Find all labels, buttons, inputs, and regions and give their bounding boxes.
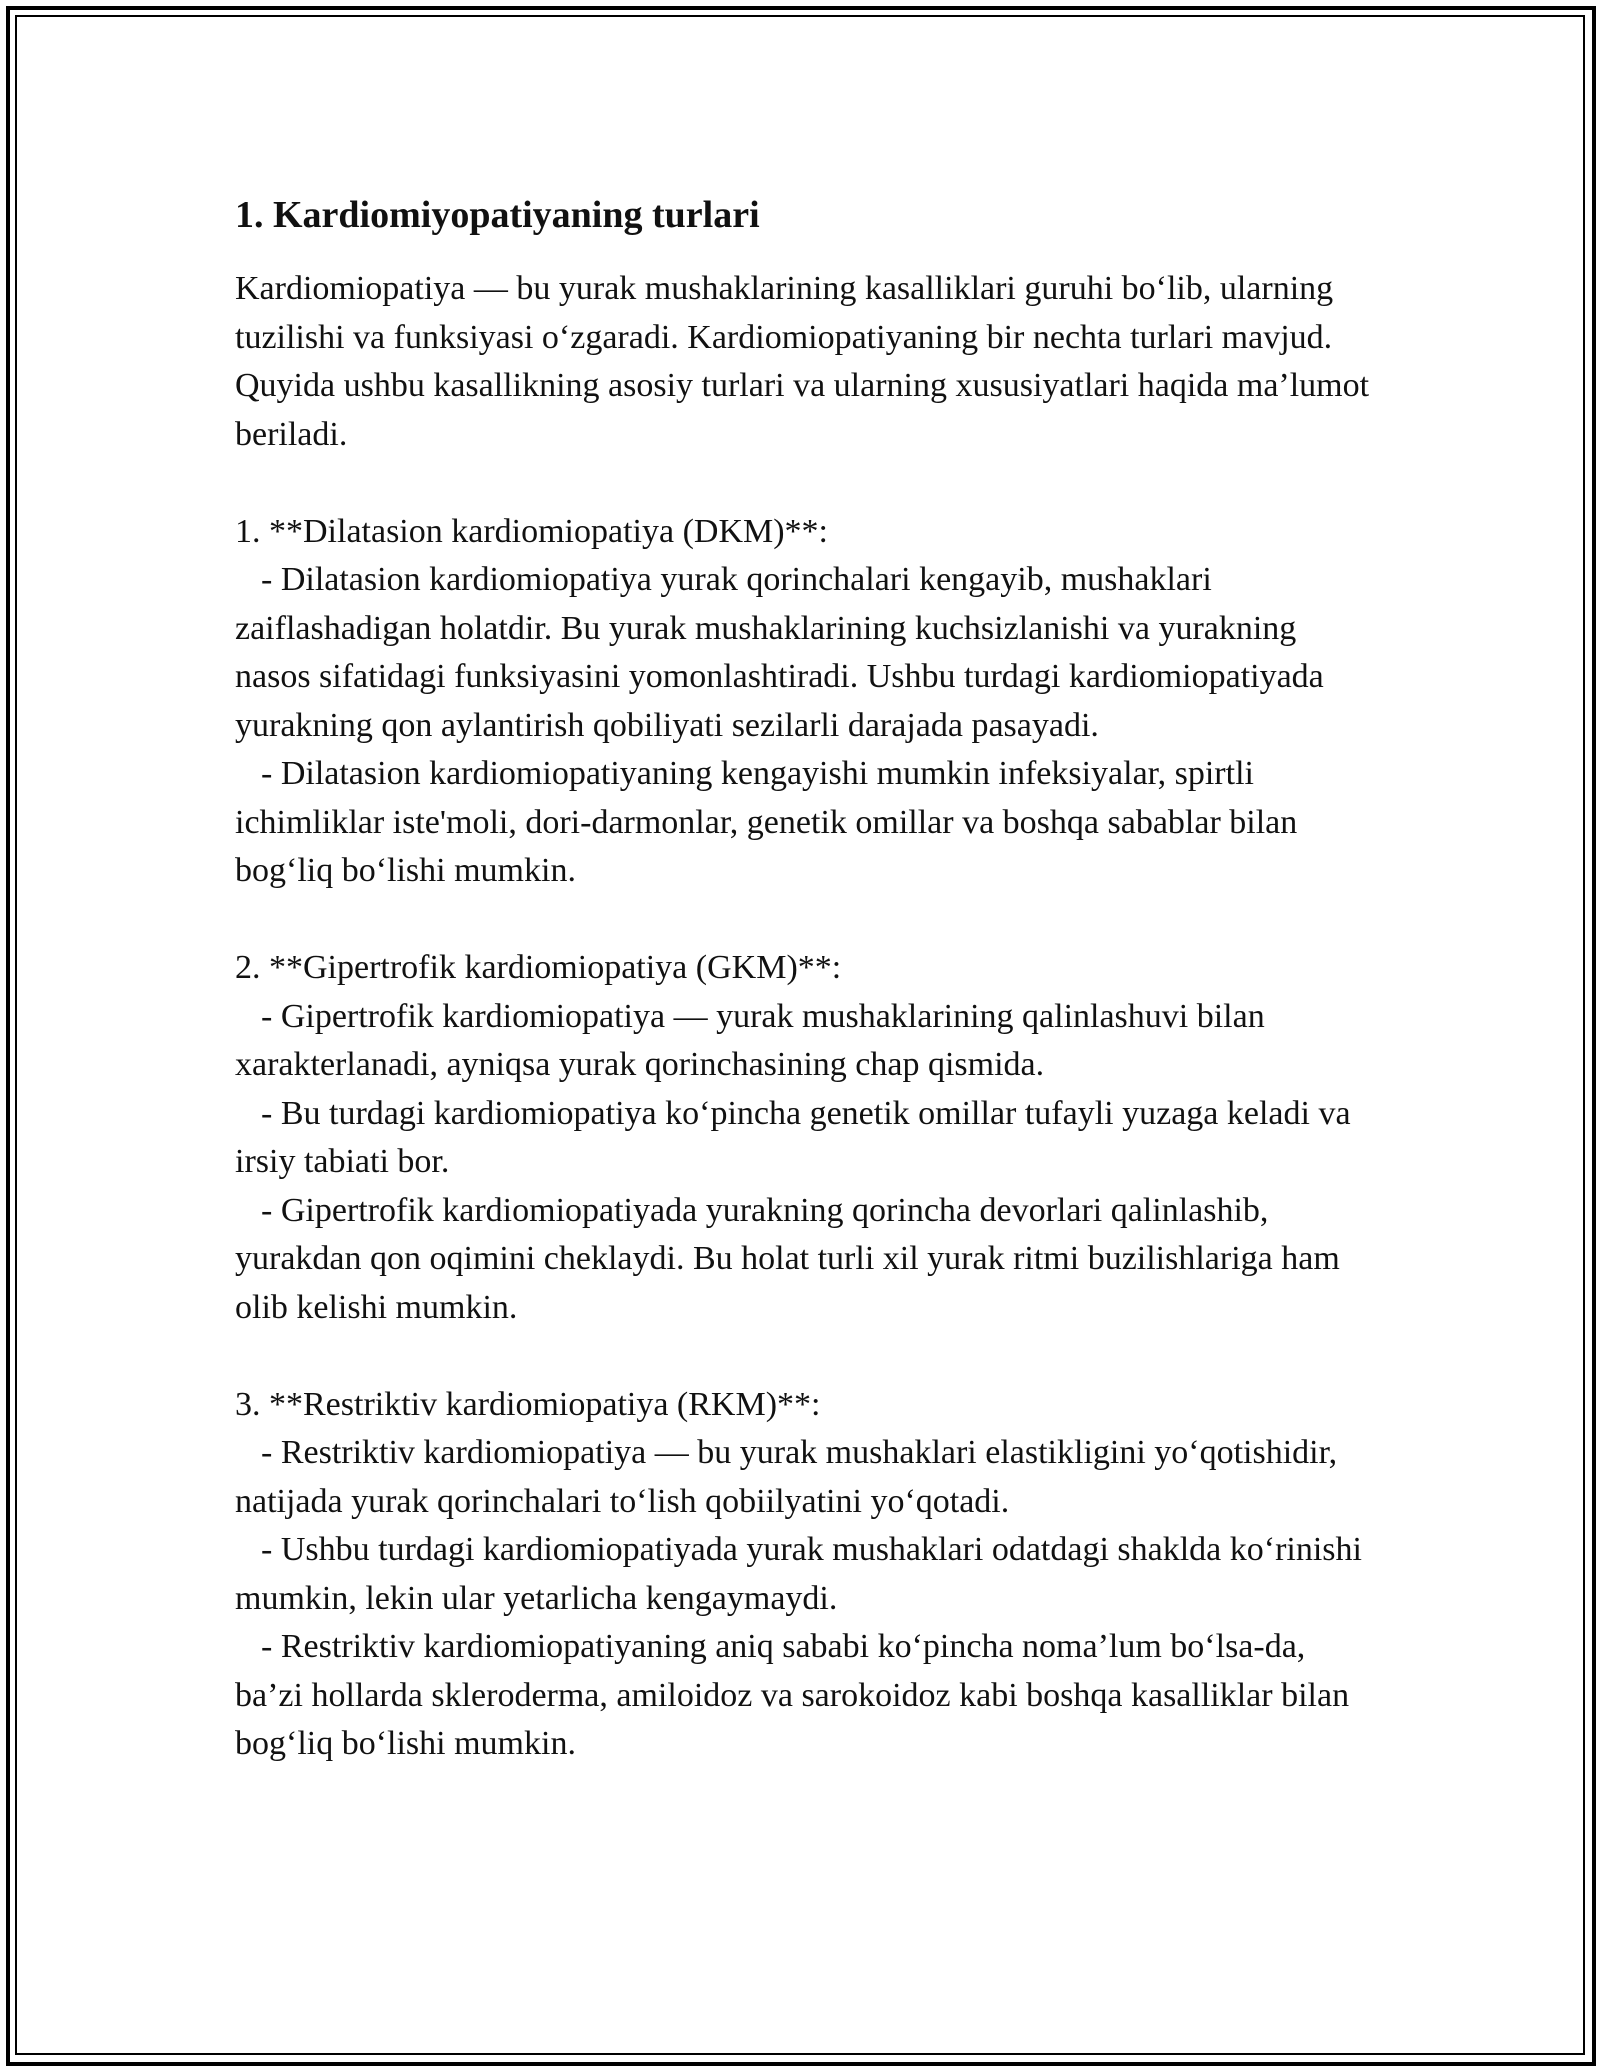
list-item: - Gipertrofik kardiomiopatiyada yurakning qorincha devorlari qalinlashib, yurakdan qon oqimini cheklaydi. Bu holat turli xil yurak ritmi buzilishlariga ham olib kelishi mumkin. [235, 1191, 1340, 1326]
document-body [235, 178, 1375, 1769]
page-title: 1. Kardiomiyopatiyaning turlari [235, 194, 760, 236]
section-title: 3. **Restriktiv kardiomiopatiya (RKM)**: [235, 1385, 821, 1423]
section-title: 2. **Gipertrofik kardiomiopatiya (GKM)**: [235, 949, 842, 986]
section-dilated [235, 508, 1375, 896]
list-item: - Ushbu turdagi kardiomiopatiyada yurak mushaklari odatdagi shaklda ko‘rinishi mumkin, lekin ular yetarlicha kengaymaydi. [235, 1531, 1362, 1617]
list-item: - Restriktiv kardiomiopatiyaning aniq sababi ko‘pincha noma’lum bo‘lsa-da, ba’zi hollarda skleroderma, amiloidoz va sarokoidoz kabi boshqa kasalliklar bilan bog‘liq bo‘lishi mumkin. [235, 1628, 1350, 1762]
list-item: - Dilatasion kardiomiopatiyaning kengayishi mumkin infeksiyalar, spirtli ichimliklar iste'moli, dori-darmonlar, genetik omillar va boshqa sabablar bilan bog‘liq bo‘lishi mumkin. [235, 755, 1298, 889]
list-item: - Dilatasion kardiomiopatiya yurak qorinchalari kengayib, mushaklari zaiflashadigan holatdir. Bu yurak mushaklarining kuchsizlanishi va yurakning nasos sifatidagi funksiyasini yomonlashtiradi. Ushbu turdagi kardiomiopatiyada yurakning qon aylantirish qobiliyati sezilarli darajada pasayadi. [235, 561, 1324, 744]
list-item: - Bu turdagi kardiomiopatiya ko‘pincha genetik omillar tufayli yuzaga keladi va irsiy tabiati bor. [235, 1094, 1351, 1180]
section-title: 1. **Dilatasion kardiomiopatiya (DKM)**: [235, 512, 829, 550]
list-item: - Restriktiv kardiomiopatiya — bu yurak mushaklari elastikligini yo‘qotishidir, natijada yurak qorinchalari to‘lish qobiilyatini yo‘qotadi. [235, 1434, 1338, 1520]
intro-paragraph: Kardiomiopatiya — bu yurak mushaklarining kasalliklari guruhi bo‘lib, ularning tuzilishi va funksiyasi o‘zgaradi. Kardiomiopatiyaning bir nechta turlari mavjud. Quyida ushbu kasallikning asosiy turlari va ularning xususiyatlari haqida ma’lumot beriladi. [235, 270, 1370, 453]
list-item: - Gipertrofik kardiomiopatiya — yurak mushaklarining qalinlashuvi bilan xarakterlanadi, ayniqsa yurak qorinchasining chap qismida. [235, 997, 1265, 1083]
section-restrictive [235, 1381, 1375, 1769]
section-hypertrophic [235, 944, 1375, 1332]
